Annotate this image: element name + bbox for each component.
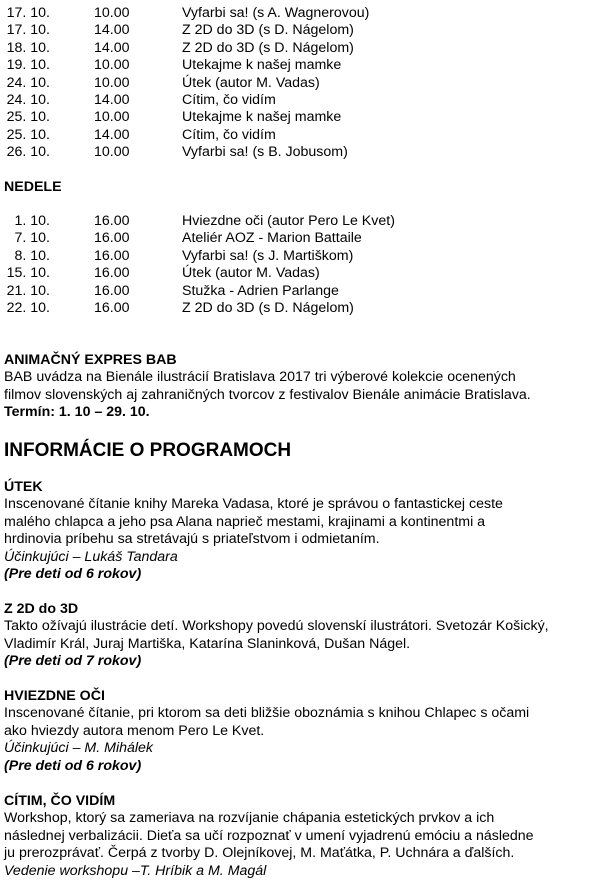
z2d-section (4, 601, 596, 671)
hviezdne-section (4, 688, 596, 775)
nedele-heading: NEDELE (4, 179, 62, 195)
schedule-row: 25. 10. 10.00 Utekajme k našej mamke (6, 109, 342, 126)
schedule-row: 24. 10. 10.00 Útek (autor M. Vadas) (6, 74, 320, 91)
hviezdne-age: (Pre deti od 6 rokov) (4, 757, 142, 774)
info-heading: INFORMÁCIE O PROGRAMOCH (4, 440, 292, 461)
citim-section (4, 793, 596, 880)
citim-text-line: ju prerozprávať. Čerpá z tvorby D. Olejníkovej, M. Maťátka, P. Uchnára a ďalších. (4, 845, 515, 862)
schedule-row: 21. 10. 16.00 Stužka - Adrien Parlange (6, 282, 339, 299)
hviezdne-performer: Účinkujúci – M. Mihálek (4, 740, 154, 757)
citim-heading: CÍTIM, ČO VIDÍM (4, 793, 116, 809)
bab-text-line: filmov slovenských aj zahraničných tvorcov z festivalov Bienále animácie Bratislava. (4, 386, 531, 403)
schedule-row: 1. 10. 16.00 Hviezdne oči (autor Pero Le Kvet) (14, 213, 395, 229)
schedule-row: 15. 10. 16.00 Útek (autor M. Vadas) (6, 265, 320, 282)
utek-text-line: malého chlapca a jeho psa Alana naprieč mestami, krajinami a kontinentmi a (4, 513, 486, 530)
citim-text-line: následnej verbalizácii. Dieťa sa učí rozpoznať v umení vyjadrenú emóciu a následne (4, 827, 534, 844)
hviezdne-text-line: Inscenované čítanie, pri ktorom sa deti bližšie oboznámia s knihou Chlapec s očami (4, 705, 530, 722)
schedule-sundays (4, 213, 596, 317)
schedule-row: 24. 10. 14.00 Cítim, čo vidím (6, 91, 276, 108)
hviezdne-heading: HVIEZDNE OČI (4, 688, 105, 704)
z2d-text-line: Takto ožívajú ilustrácie detí. Workshopy povedú slovenskí ilustrátori. Svetozár Košický, (4, 618, 549, 635)
schedule-row: 17. 10. 10.00 Vyfarbi sa! (s A. Wagnerovou) (6, 5, 370, 21)
utek-age: (Pre deti od 6 rokov) (4, 566, 142, 583)
utek-text-line: hrdinovia príbehu sa stretávajú s priateľstvom i odmietaním. (4, 531, 380, 548)
schedule-row: 18. 10. 14.00 Z 2D do 3D (s D. Nágelom) (6, 39, 354, 56)
utek-section (4, 479, 596, 583)
schedule-row: 7. 10. 16.00 Ateliér AOZ - Marion Battaile (14, 230, 362, 247)
schedule-row: 22. 10. 16.00 Z 2D do 3D (s D. Nágelom) (6, 299, 354, 316)
bab-heading: ANIMAČNÝ EXPRES BAB (4, 352, 177, 368)
hviezdne-text-line: ako hviezdy autora menom Pero Le Kvet. (4, 722, 265, 739)
z2d-age: (Pre deti od 7 rokov) (4, 653, 142, 670)
schedule-row: 26. 10. 10.00 Vyfarbi sa! (s B. Jobusom) (6, 144, 348, 161)
utek-text-line: Inscenované čítanie knihy Mareka Vadasa, ktoré je správou o fantastickej ceste (4, 496, 503, 513)
utek-performer: Účinkujúci – Lukáš Tandara (4, 548, 178, 565)
z2d-text-line: Vladimír Král, Juraj Martiška, Katarína Slaninková, Dušan Nágel. (4, 635, 411, 652)
schedule-row: 8. 10. 16.00 Vyfarbi sa! (s J. Martiškom) (14, 247, 354, 264)
citim-text-line: Workshop, ktorý sa zameriava na rozvíjanie chápania estetických prvkov a ich (4, 810, 495, 827)
schedule-row: 17. 10. 14.00 Z 2D do 3D (s D. Nágelom) (6, 22, 354, 39)
bab-section (4, 352, 596, 422)
z2d-heading: Z 2D do 3D (4, 601, 79, 617)
schedule-row: 25. 10. 14.00 Cítim, čo vidím (6, 126, 276, 143)
schedule-weekdays (4, 5, 596, 162)
bab-text-line: BAB uvádza na Bienále ilustrácií Bratislava 2017 tri výberové kolekcie ocenených (4, 369, 516, 386)
schedule-row: 19. 10. 10.00 Utekajme k našej mamke (6, 57, 342, 74)
citim-lead: Vedenie workshopu –T. Hríbik a M. Magál (4, 862, 267, 879)
utek-heading: ÚTEK (4, 479, 43, 495)
bab-termin: Termín: 1. 10 – 29. 10. (4, 404, 150, 421)
